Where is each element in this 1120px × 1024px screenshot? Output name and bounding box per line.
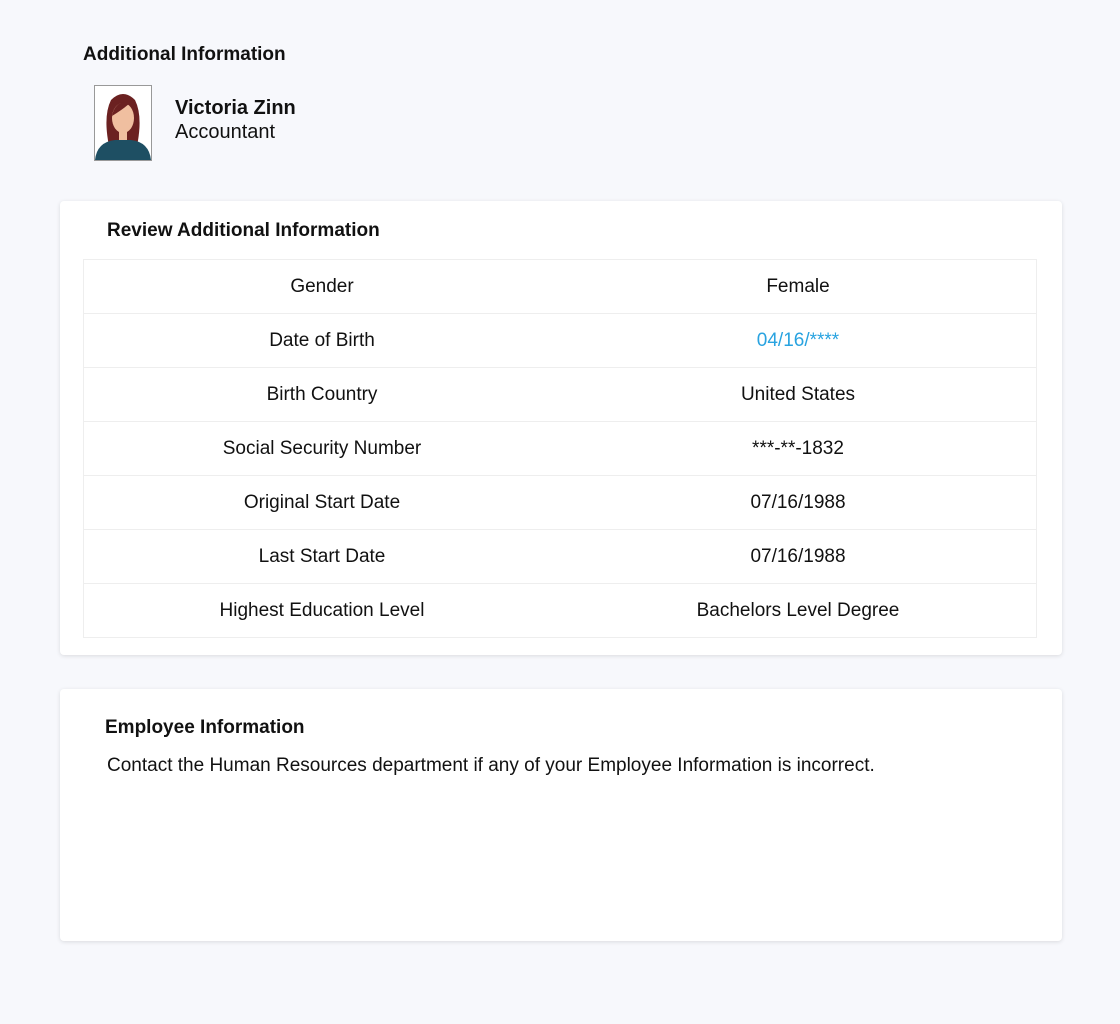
employee-info-card (60, 689, 1062, 941)
row-label: Last Start Date (84, 530, 561, 584)
table-row (84, 368, 1037, 422)
row-value: Female (560, 260, 1037, 314)
row-value[interactable]: 04/16/**** (560, 314, 1037, 368)
row-label: Social Security Number (84, 422, 561, 476)
table-row (84, 314, 1037, 368)
row-value: 07/16/1988 (560, 476, 1037, 530)
row-value: ***-**-1832 (560, 422, 1037, 476)
row-label: Highest Education Level (84, 584, 561, 638)
review-card (60, 201, 1062, 655)
employee-info-message: Contact the Human Resources department if any of your Employee Information is incorrect. (107, 755, 875, 776)
table-row (84, 476, 1037, 530)
avatar (94, 85, 152, 161)
employee-role: Accountant (175, 121, 276, 143)
table-row (84, 584, 1037, 638)
table-row (84, 260, 1037, 314)
employee-info-title: Employee Information (105, 717, 305, 738)
table-row (84, 530, 1037, 584)
row-value: Bachelors Level Degree (560, 584, 1037, 638)
row-label: Gender (84, 260, 561, 314)
row-label: Date of Birth (84, 314, 561, 368)
row-value: United States (560, 368, 1037, 422)
review-title: Review Additional Information (107, 220, 380, 241)
info-table (83, 259, 1037, 638)
row-label: Birth Country (84, 368, 561, 422)
employee-name: Victoria Zinn (175, 97, 296, 119)
row-value: 07/16/1988 (560, 530, 1037, 584)
page-title: Additional Information (83, 44, 286, 65)
row-label: Original Start Date (84, 476, 561, 530)
table-row (84, 422, 1037, 476)
